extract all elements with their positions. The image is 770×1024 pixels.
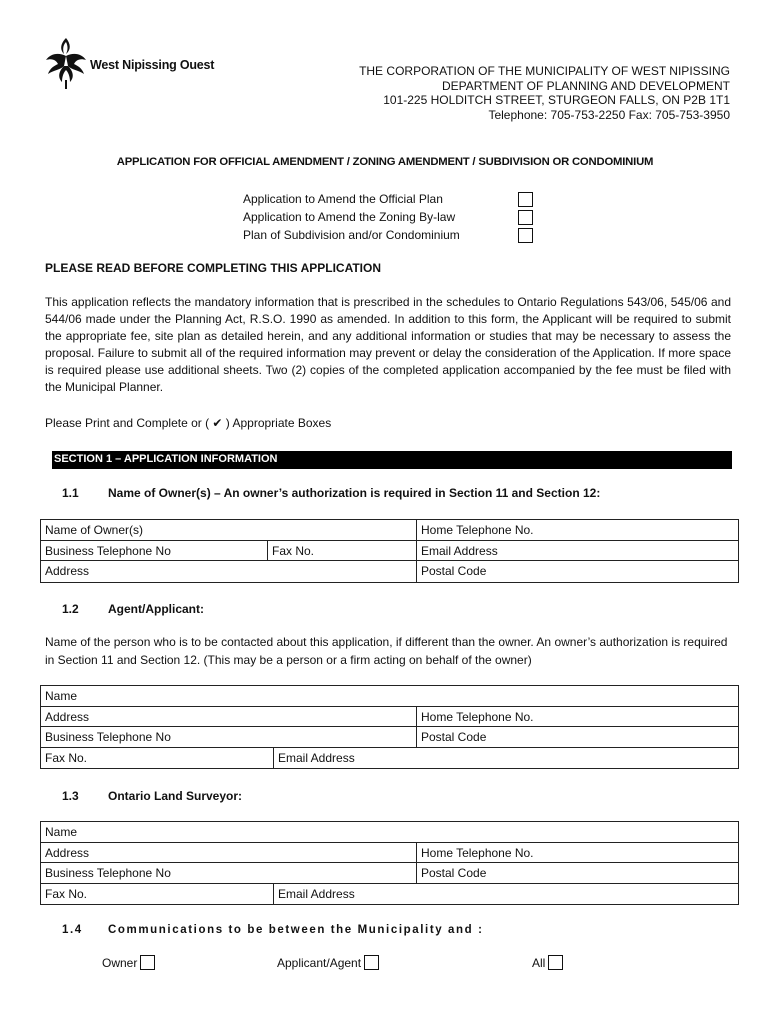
surveyor-fax-field[interactable]: Fax No. (45, 886, 88, 901)
comm-option-label: Owner (102, 955, 138, 970)
subsection-1-3-heading (62, 789, 242, 803)
table-row (41, 727, 738, 748)
corp-line: Telephone: 705-753-2250 Fax: 705-753-3950 (488, 107, 730, 122)
subsection-title: Name of Owner(s) – An owner’s authorization is required in Section 11 and Section 12: (108, 486, 601, 500)
agent-business-telephone-field[interactable]: Business Telephone No (45, 730, 171, 744)
comm-agent-checkbox[interactable] (364, 955, 379, 970)
application-type-subdivision (243, 226, 533, 244)
application-type-label: Plan of Subdivision and/or Condominium (243, 228, 460, 242)
application-type-official-plan (243, 190, 533, 208)
surveyor-home-telephone-field[interactable]: Home Telephone No. (416, 843, 738, 863)
agent-note: Name of the person who is to be contacted about this application, if different than the owner. An owner’s authorization is required in Section 11 and Section 12. (This may be a person or a firm acting on behalf of the owner) (45, 635, 728, 667)
agent-name-field[interactable]: Name (45, 689, 78, 703)
logo-text: West Nipissing Ouest (90, 58, 215, 72)
surveyor-email-field[interactable]: Email Address (273, 884, 738, 905)
table-row (41, 863, 738, 884)
official-plan-checkbox[interactable] (518, 192, 533, 207)
table-row (41, 822, 738, 843)
comm-option-label: Applicant/Agent (277, 955, 362, 970)
comm-option-owner (102, 955, 155, 970)
surveyor-postal-code-field[interactable]: Postal Code (416, 863, 738, 883)
section-1-header: SECTION 1 – APPLICATION INFORMATION (52, 451, 732, 469)
owner-info-table (40, 519, 739, 583)
table-row (41, 884, 738, 905)
surveyor-business-telephone-field[interactable]: Business Telephone No (45, 866, 171, 880)
table-row (41, 541, 738, 562)
trillium-logo-icon (44, 36, 88, 90)
subsection-number: 1.4 (62, 924, 83, 936)
application-title: APPLICATION FOR OFFICIAL AMENDMENT / ZONING AMENDMENT / SUBDIVISION OR CONDOMINIUM (116, 156, 654, 168)
table-row (41, 520, 738, 541)
comm-owner-checkbox[interactable] (140, 955, 155, 970)
agent-home-telephone-field[interactable]: Home Telephone No. (416, 707, 738, 727)
subsection-title: Ontario Land Surveyor: (108, 789, 243, 803)
owner-home-telephone-field[interactable]: Home Telephone No. (416, 520, 738, 540)
owner-address-field[interactable]: Address (45, 564, 90, 578)
surveyor-name-field[interactable]: Name (45, 825, 78, 839)
comm-option-all (532, 955, 563, 970)
surveyor-info-table (40, 821, 739, 905)
table-row (41, 561, 738, 582)
subsection-title: Communications to be between the Municipality and : (108, 924, 484, 936)
subsection-1-4-heading (62, 924, 484, 936)
surveyor-address-field[interactable]: Address (45, 845, 90, 860)
subsection-number: 1.1 (62, 486, 79, 500)
corp-line: THE CORPORATION OF THE MUNICIPALITY OF WEST NIPISSING (359, 64, 730, 78)
corp-line: 101-225 HOLDITCH STREET, STURGEON FALLS, ON P2B 1T1 (383, 93, 730, 107)
read-before-heading: PLEASE READ BEFORE COMPLETING THIS APPLICATION (45, 261, 382, 275)
application-type-label: Application to Amend the Zoning By-law (243, 210, 456, 224)
application-type-label: Application to Amend the Official Plan (243, 192, 443, 206)
subsection-title: Agent/Applicant: (108, 602, 204, 616)
subsection-number: 1.3 (62, 789, 79, 803)
municipality-logo (44, 36, 234, 92)
application-type-list (243, 190, 533, 244)
corp-line: DEPARTMENT OF PLANNING AND DEVELOPMENT (441, 78, 730, 93)
subsection-number: 1.2 (62, 602, 79, 616)
owner-postal-code-field[interactable]: Postal Code (416, 561, 738, 582)
agent-address-field[interactable]: Address (45, 709, 90, 724)
table-row (41, 686, 738, 707)
zoning-bylaw-checkbox[interactable] (518, 210, 533, 225)
agent-postal-code-field[interactable]: Postal Code (416, 727, 738, 747)
owner-fax-field[interactable]: Fax No. (267, 541, 416, 561)
agent-email-field[interactable]: Email Address (273, 748, 738, 769)
corporation-address-block (359, 64, 730, 122)
print-instruction: Please Print and Complete or ( ✔ ) Appropriate Boxes (45, 416, 332, 430)
subsection-1-1-heading (62, 486, 600, 500)
table-row (41, 707, 738, 728)
application-type-zoning (243, 208, 533, 226)
agent-fax-field[interactable]: Fax No. (45, 750, 88, 765)
subdivision-checkbox[interactable] (518, 228, 533, 243)
comm-option-label: All (532, 955, 546, 970)
owner-business-telephone-field[interactable]: Business Telephone No (45, 543, 171, 558)
comm-option-agent (277, 955, 379, 970)
agent-info-table (40, 685, 739, 769)
owner-email-field[interactable]: Email Address (416, 541, 738, 561)
subsection-1-2-heading (62, 602, 204, 616)
comm-all-checkbox[interactable] (548, 955, 563, 970)
owner-name-field[interactable]: Name of Owner(s) (45, 523, 144, 537)
table-row (41, 748, 738, 769)
intro-paragraph: This application reflects the mandatory information that is prescribed in the schedules to Ontario Regulations 543/06, 545/06 and 544/06 made under the Planning Act, R.S.O. 1990 as amended. In addition to this form, the Applicant will be required to submit the appropriate fee, site plan as detailed herein, and any additional information or studies that may be necessary to assess the proposal. Failure to submit all of the required information may prevent or delay the consideration of the Application. If more space is required please use additional sheets. Two (2) copies of the completed application accompanied by the fee must be filed with the Municipal Planner. (45, 295, 731, 394)
table-row (41, 843, 738, 864)
